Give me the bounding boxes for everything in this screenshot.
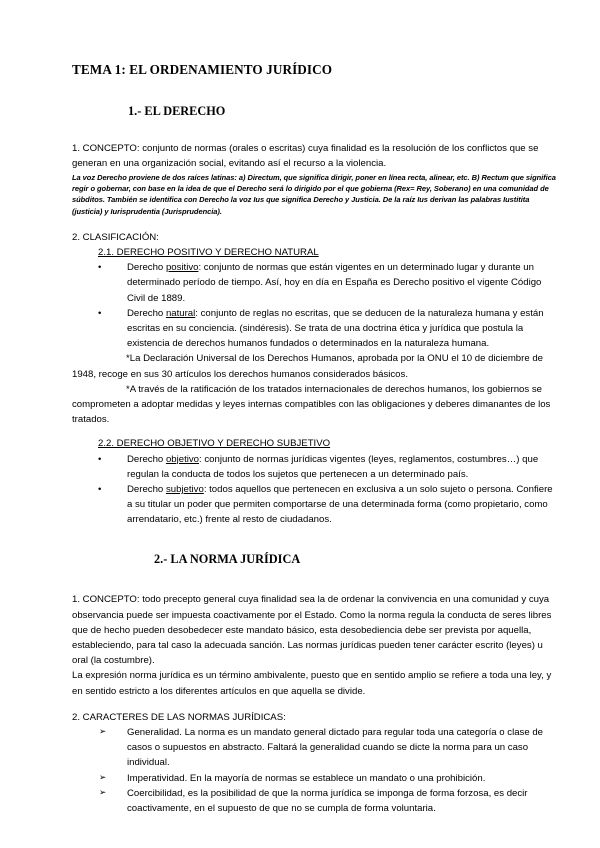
etymology-note: La voz Derecho proviene de dos raíces latinas: a) Directum, que significa dirigir, poner en línea recta, alinear, etc. B) Rectum que significa regir o gobernar, con base en la idea de que el Derecho será lo dirigido por el que gobierna (Rex= Rey, Soberano) en una comunidad de súbditos. También se identifica con Derecho la voz Ius que significa Derecho y Justicia. De la raíz Ius derivan las palabras Iustitita (justicia) y Iurisprudentia (Jurisprudencia). bbox=[72, 173, 556, 216]
bullet-lead: Derecho bbox=[127, 484, 166, 496]
list-item bbox=[72, 771, 558, 786]
classification-label: 2. CLASIFICACIÓN: bbox=[72, 231, 159, 243]
characters-label: 2. CARACTERES DE LAS NORMAS JURÍDICAS: bbox=[72, 711, 286, 723]
bullet-body: : todos aquellos que pertenecen en exclusiva a un solo sujeto o persona. Confiere a su titular un poder que permiten comportarse de una determinada forma (como propietario, como arrendatario, etc.) frente al resto de ciudadanos. bbox=[127, 484, 553, 526]
subsection-heading-2-2: 2.2. DERECHO OBJETIVO Y DERECHO SUBJETIVO bbox=[98, 438, 331, 450]
bullet-dot-icon: • bbox=[98, 484, 102, 496]
bullet-list-caracteres bbox=[72, 725, 558, 816]
concept-paragraph-2 bbox=[72, 592, 558, 668]
bullet-lead: Derecho bbox=[127, 453, 166, 465]
bullet-keyword: objetivo bbox=[165, 453, 200, 465]
section-heading-1: 1.- EL DERECHO bbox=[128, 103, 226, 118]
bullet-lead: Derecho bbox=[127, 262, 166, 274]
concept-paragraph-1 bbox=[72, 141, 558, 171]
bullet-body: : conjunto de normas que están vigentes en un determinado lugar y durante un determinado período de tiempo. Así, hoy en día en España es Derecho positivo el vigente Código Civil de 1889. bbox=[127, 262, 542, 304]
list-item-text: Imperatividad. En la mayoría de normas se establece un mandato o una prohibición. bbox=[127, 772, 486, 784]
bullet-body: : conjunto de normas jurídicas vigentes (leyes, reglamentos, costumbres…) que regulan la conducta de todos los sujetos que pertenecen a un determinado país. bbox=[127, 453, 539, 480]
bullet-arrow-icon: ➢ bbox=[99, 772, 107, 783]
document-title: TEMA 1: EL ORDENAMIENTO JURÍDICO bbox=[72, 62, 333, 77]
bullet-dot-icon: • bbox=[98, 262, 102, 274]
concept-paragraph-2b: La expresión norma jurídica es un término ambivalente, puesto que en sentido amplio se refiere a toda una ley, y en sentido estricto a los diferentes artículos en que aquella se divide. bbox=[72, 670, 552, 697]
concept-label-1: 1. CONCEPTO: bbox=[72, 142, 140, 154]
bullet-lead: Derecho bbox=[127, 307, 166, 319]
concept-label-2: 1. CONCEPTO: bbox=[72, 594, 140, 606]
bullet-arrow-icon: ➢ bbox=[99, 727, 107, 738]
list-item bbox=[72, 725, 558, 771]
bullet-keyword: natural bbox=[165, 307, 196, 319]
section-heading-2: 2.- LA NORMA JURÍDICA bbox=[154, 551, 301, 566]
concept-text-2: todo precepto general cuya finalidad sea la de ordenar la convivencia en una comunidad y cuya observancia puede ser impuesta coactivamente por el Estado. Como la norma regula la conducta de seres libres que de hecho pueden desobedecer este mandato básico, esta desobediencia debe ser prevista por aquella, estableciendo, para tal caso la adecuada sanción. Las normas jurídicas pueden tener carácter escrito (leyes) u oral (la costumbre). bbox=[72, 594, 552, 667]
bullet-list-objetivo-subjetivo bbox=[72, 452, 558, 528]
bullet-dot-icon: • bbox=[98, 307, 102, 319]
list-item bbox=[72, 260, 558, 306]
list-item-text: Generalidad. La norma es un mandato general dictado para regular toda una categoría o clase de casos o supuestos en abstracto. Faltará la generalidad cuando se dicte la norma para un caso individual. bbox=[127, 727, 544, 769]
subsection-heading-2-1: 2.1. DERECHO POSITIVO Y DERECHO NATURAL bbox=[98, 247, 319, 259]
bullet-body: : conjunto de reglas no escritas, que se deducen de la naturaleza humana y están escritas en su conciencia. (sindéresis). Se trata de una doctrina ética y jurídica que postula la existencia de derechos humanos fundados o determinados en la naturaleza humana. bbox=[127, 307, 544, 350]
bullet-keyword: positivo bbox=[165, 262, 199, 274]
list-item-text: Coercibilidad, es la posibilidad de que la norma jurídica se imponga de forma forzosa, es decir coactivamente, en el supuesto de que no se cumpla de forma voluntaria. bbox=[127, 787, 528, 815]
bullet-list-positivo-natural bbox=[72, 260, 558, 351]
spacer bbox=[72, 427, 558, 436]
bullet-keyword: subjetivo bbox=[165, 484, 204, 496]
concept-text-1: conjunto de normas (orales o escritas) cuya finalidad es la resolución de los conflictos que se generan en una organización social, evitando así el recurso a la violencia. bbox=[72, 142, 539, 169]
list-item bbox=[72, 786, 558, 816]
list-item bbox=[72, 306, 558, 352]
bullet-arrow-icon: ➢ bbox=[99, 787, 107, 798]
note-ratificacion-tratados: *A través de la ratificación de los tratados internacionales de derechos humanos, los gobiernos se comprometen a adoptar medidas y leyes internas compatibles con las obligaciones y deberes dimanantes de los tratados. bbox=[72, 383, 551, 426]
list-item bbox=[72, 452, 558, 482]
list-item bbox=[72, 482, 558, 528]
bullet-dot-icon: • bbox=[98, 453, 102, 465]
note-declaracion-universal: *La Declaración Universal de los Derechos Humanos, aprobada por la ONU el 10 de diciembre de 1948, recoge en sus 30 artículos los derechos humanos considerados básicos. bbox=[72, 353, 544, 380]
